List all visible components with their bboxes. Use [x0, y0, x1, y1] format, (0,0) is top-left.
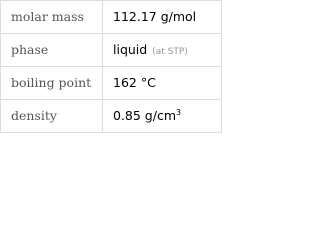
- property-qualifier: (at STP): [152, 47, 188, 57]
- row-value-cell: [103, 100, 222, 133]
- table-row: [1, 34, 222, 67]
- property-label: molar mass: [11, 9, 84, 24]
- property-value: liquid: [113, 42, 148, 57]
- table-row: [1, 100, 222, 133]
- row-value-cell: [103, 1, 222, 34]
- table-row: [1, 1, 222, 34]
- row-label-cell: [1, 67, 103, 100]
- row-value-cell: [103, 34, 222, 67]
- property-value: 162 °C: [113, 75, 156, 90]
- table-row: [1, 67, 222, 100]
- row-value-cell: [103, 67, 222, 100]
- properties-table: [0, 0, 222, 133]
- property-value: 112.17 g/mol: [113, 9, 197, 24]
- property-label: boiling point: [11, 75, 92, 90]
- property-value-exponent: 3: [176, 108, 182, 117]
- property-label: density: [11, 108, 57, 123]
- row-label-cell: [1, 100, 103, 133]
- row-label-cell: [1, 34, 103, 67]
- property-label: phase: [11, 42, 49, 57]
- property-value-base: 0.85 g/cm: [113, 108, 177, 123]
- property-value: [113, 108, 181, 123]
- row-label-cell: [1, 1, 103, 34]
